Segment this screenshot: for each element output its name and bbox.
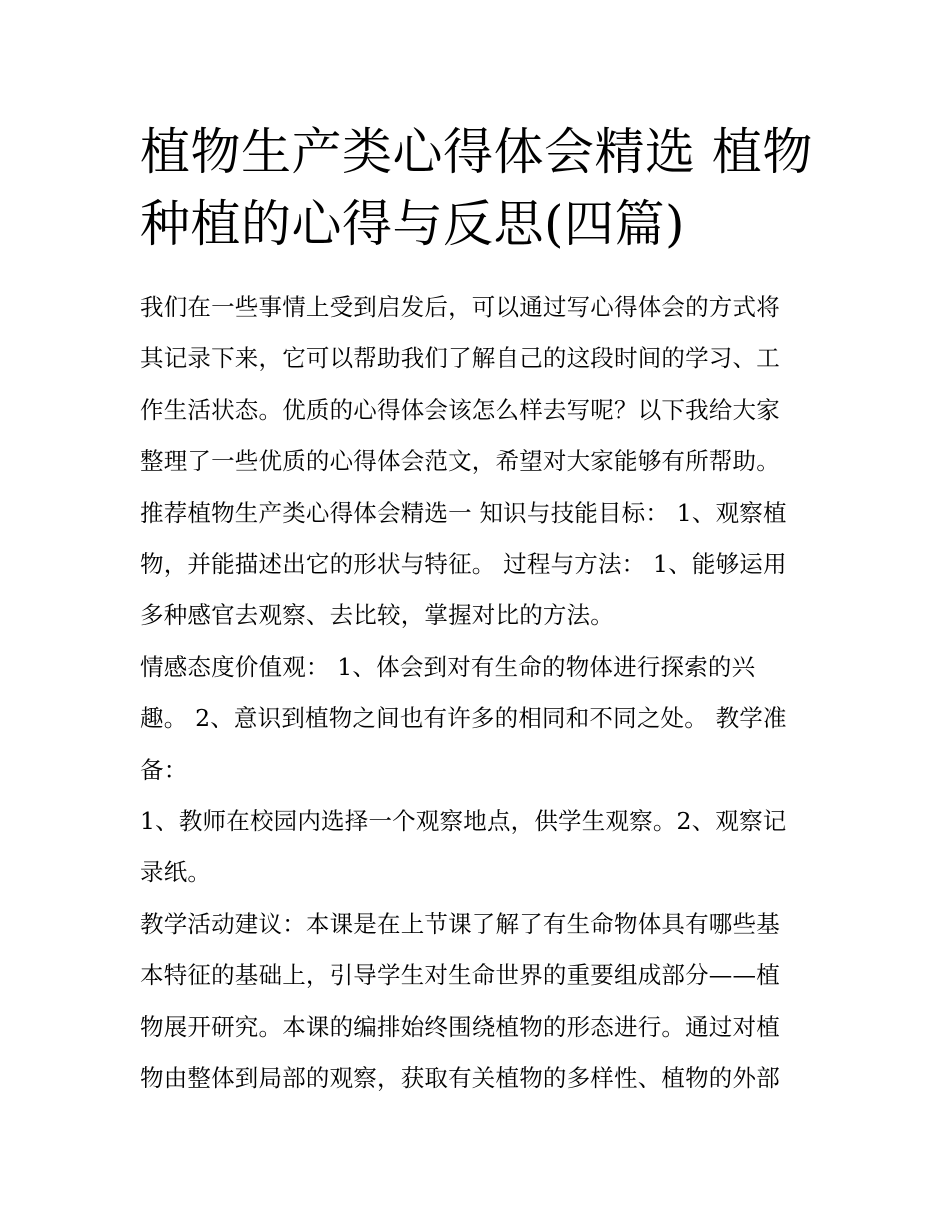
paragraph-preparation: 1、教师在校园内选择一个观察地点，供学生观察。2、观察记 录纸。 bbox=[140, 807, 787, 887]
paragraph-values: 情感态度价值观： 1、体会到对有生命的物体进行探索的兴 趣。 2、意识到植物之间也有许多的相同和不同之处。 教学准 备： bbox=[140, 652, 787, 784]
paragraph-intro: 我们在一些事情上受到启发后，可以通过写心得体会的方式将 其记录下来，它可以帮助我们了解自己的这段时间的学习、工 作生活状态。优质的心得体会该怎么样去写呢？以下我给大家 整理了一些优质的心得体会范文，希望对大家能够有所帮助。 bbox=[140, 293, 780, 476]
paragraph-objectives: 推荐植物生产类心得体会精选一 知识与技能目标： 1、观察植 物，并能描述出它的形状与特征。 过程与方法： 1、能够运用 多种感官去观察、去比较，掌握对比的方法。 bbox=[140, 498, 787, 630]
paragraph-suggestions: 教学活动建议：本课是在上节课了解了有生命物体具有哪些基 本特征的基础上，引导学生对生命世界的重要组成部分——植 物展开研究。本课的编排始终围绕植物的形态进行。通过对植 物由整体到局部的观察，获取有关植物的多样性、植物的外部 bbox=[140, 909, 780, 1093]
document-title: 植物生产类心得体会精选 植物 种植的心得与反思(四篇) bbox=[140, 123, 813, 253]
document-body bbox=[140, 282, 820, 1105]
